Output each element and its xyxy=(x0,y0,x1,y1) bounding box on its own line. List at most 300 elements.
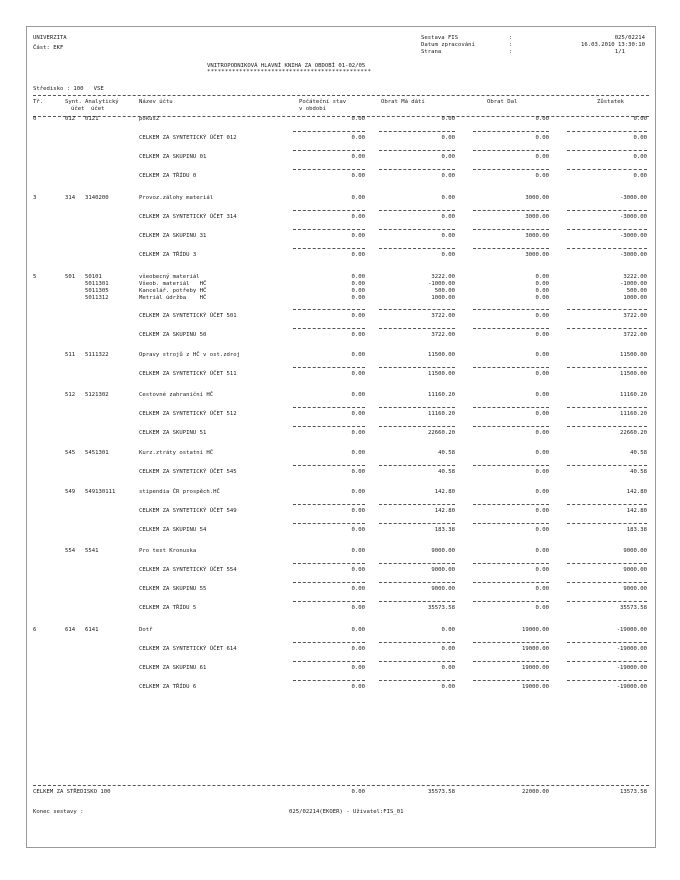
row-credit: 0.00 xyxy=(535,411,549,417)
subtotal-rule xyxy=(379,426,455,427)
row-debit: 3722.00 xyxy=(431,332,455,338)
subtotal-rule xyxy=(567,504,647,505)
row-synthetic: 314 xyxy=(65,195,76,201)
row-class: 3 xyxy=(33,195,37,201)
row-debit: 11500.00 xyxy=(428,352,455,358)
row-opening: 0.00 xyxy=(351,252,365,258)
subtotal-rule xyxy=(567,210,647,211)
subtotal-rule xyxy=(567,601,647,602)
subtotal-rule xyxy=(473,563,549,564)
subtotal-rule xyxy=(293,504,365,505)
subtotal-rule xyxy=(293,131,365,132)
col-debit: Obrat Má dáti xyxy=(381,99,425,105)
row-debit: 183.38 xyxy=(434,527,455,533)
row-debit: 0.00 xyxy=(441,646,455,652)
report-label: Sestava FIS xyxy=(421,35,459,41)
row-opening: 0.00 xyxy=(351,352,365,358)
col-opening: Počáteční stav xyxy=(299,99,347,105)
subtotal-rule xyxy=(379,504,455,505)
row-credit: 0.00 xyxy=(535,295,549,301)
row-credit: 0.00 xyxy=(535,135,549,141)
row-analytic: 5121302 xyxy=(85,392,109,398)
row-debit: 3722.00 xyxy=(431,313,455,319)
row-balance: -3000.00 xyxy=(620,252,647,258)
subtotal-rule xyxy=(473,601,549,602)
row-analytic: 549130111 xyxy=(85,489,116,495)
subtotal-rule xyxy=(293,150,365,151)
row-balance: 9000.00 xyxy=(623,567,647,573)
report-footer-info: 025/02214(EKOER) - Uživatel:FIS_01 xyxy=(289,809,404,815)
subtotal-rule xyxy=(379,367,455,368)
row-debit: 0.00 xyxy=(441,233,455,239)
subtotal-rule xyxy=(567,582,647,583)
row-opening: 0.00 xyxy=(351,274,365,280)
row-analytic: 6141 xyxy=(85,627,99,633)
subtotal-rule xyxy=(473,523,549,524)
row-debit: 40.58 xyxy=(438,450,455,456)
row-opening: 0.00 xyxy=(351,173,365,179)
row-debit: 142.80 xyxy=(434,489,455,495)
row-synthetic: 511 xyxy=(65,352,76,358)
row-credit: 0.00 xyxy=(535,352,549,358)
row-balance: 0.00 xyxy=(633,154,647,160)
row-credit: 0.00 xyxy=(535,281,549,287)
row-credit: 3000.00 xyxy=(525,233,549,239)
subtotal-rule xyxy=(473,680,549,681)
row-credit: 19000.00 xyxy=(522,627,549,633)
row-balance: 11160.20 xyxy=(620,392,647,398)
row-synthetic: 501 xyxy=(65,274,76,280)
row-credit: 0.00 xyxy=(535,116,549,122)
row-account-name: CELKEM ZA SKUPINU 31 xyxy=(139,233,207,239)
subtotal-rule xyxy=(567,465,647,466)
row-opening: 0.00 xyxy=(351,295,365,301)
row-account-name: CELKEM ZA TŘÍDU 0 xyxy=(139,173,197,179)
subtotal-rule xyxy=(379,661,455,662)
row-debit: 0.00 xyxy=(441,252,455,258)
subtotal-rule xyxy=(293,661,365,662)
row-opening: 0.00 xyxy=(351,411,365,417)
row-debit: 0.00 xyxy=(441,173,455,179)
row-credit: 0.00 xyxy=(535,313,549,319)
row-credit: 0.00 xyxy=(535,173,549,179)
row-credit: 0.00 xyxy=(535,430,549,436)
row-credit: 0.00 xyxy=(535,567,549,573)
row-synthetic: 545 xyxy=(65,450,76,456)
subtotal-rule xyxy=(379,150,455,151)
row-opening: 0.00 xyxy=(351,450,365,456)
row-account-name: Pro test Kronuska xyxy=(139,548,197,554)
report-page xyxy=(26,26,656,848)
subtotal-rule xyxy=(379,523,455,524)
row-account-name: Kancelář. potřeby HČ xyxy=(139,288,207,294)
row-analytic: 5541 xyxy=(85,548,99,554)
row-opening: 0.00 xyxy=(351,288,365,294)
row-account-name: CELKEM ZA TŘÍDU 5 xyxy=(139,605,197,611)
subtotal-rule xyxy=(379,210,455,211)
row-opening: 0.00 xyxy=(351,313,365,319)
subtotal-rule xyxy=(567,563,647,564)
subtotal-rule xyxy=(379,328,455,329)
subtotal-rule xyxy=(473,426,549,427)
row-account-name: CELKEM ZA SKUPINU 55 xyxy=(139,586,207,592)
row-credit: 0.00 xyxy=(535,489,549,495)
row-balance: 11500.00 xyxy=(620,352,647,358)
subtotal-rule xyxy=(473,504,549,505)
subtotal-rule xyxy=(293,563,365,564)
subtotal-rule xyxy=(379,582,455,583)
row-credit: 0.00 xyxy=(535,527,549,533)
col-synt-2: účet xyxy=(71,106,85,112)
row-credit: 0.00 xyxy=(535,274,549,280)
row-opening: 0.00 xyxy=(351,586,365,592)
date-label: Datum zpracování xyxy=(421,42,475,48)
grand-total-label: CELKEM ZA STŘEDISKO 100 xyxy=(33,789,111,795)
row-credit: 0.00 xyxy=(535,508,549,514)
row-balance: 22660.20 xyxy=(620,430,647,436)
subtotal-rule xyxy=(293,229,365,230)
row-account-name: Provoz.zálohy materiál xyxy=(139,195,214,201)
row-balance: 40.58 xyxy=(630,469,647,475)
row-balance: 3222.00 xyxy=(623,274,647,280)
row-account-name: CELKEM ZA SYNTETICKÝ ÚČET 545 xyxy=(139,469,237,475)
row-opening: 0.00 xyxy=(351,627,365,633)
row-debit: 0.00 xyxy=(441,135,455,141)
row-opening: 0.00 xyxy=(351,548,365,554)
row-balance: 11160.20 xyxy=(620,411,647,417)
row-opening: 0.00 xyxy=(351,684,365,690)
subtotal-rule xyxy=(567,131,647,132)
row-opening: 0.00 xyxy=(351,332,365,338)
row-account-name: CELKEM ZA SKUPINU 61 xyxy=(139,665,207,671)
row-synthetic: 554 xyxy=(65,548,76,554)
row-credit: 0.00 xyxy=(535,371,549,377)
row-credit: 3000.00 xyxy=(525,195,549,201)
row-balance: 3722.00 xyxy=(623,313,647,319)
row-credit: 19000.00 xyxy=(522,665,549,671)
row-balance: -19000.00 xyxy=(616,684,647,690)
col-anal-2: účet xyxy=(91,106,105,112)
subtotal-rule xyxy=(567,328,647,329)
row-balance: -3000.00 xyxy=(620,195,647,201)
subtotal-rule xyxy=(293,328,365,329)
row-credit: 0.00 xyxy=(535,605,549,611)
row-analytic: 5451301 xyxy=(85,450,109,456)
row-opening: 0.00 xyxy=(351,281,365,287)
row-account-name: CELKEM ZA SYNTETICKÝ ÚČET 614 xyxy=(139,646,237,652)
row-debit: 9000.00 xyxy=(431,586,455,592)
subtotal-rule xyxy=(293,367,365,368)
row-analytic: 0121 xyxy=(85,116,99,122)
subtotal-rule xyxy=(473,248,549,249)
col-balance: Zůstatek xyxy=(597,99,624,105)
row-opening: 0.00 xyxy=(351,371,365,377)
row-credit: 3000.00 xyxy=(525,252,549,258)
row-debit: 1000.00 xyxy=(431,295,455,301)
subtotal-rule xyxy=(293,248,365,249)
row-balance: -19000.00 xyxy=(616,627,647,633)
subtotal-rule xyxy=(379,229,455,230)
row-account-name: Cestovné zahraniční HČ xyxy=(139,392,214,398)
col-name: Název účtu xyxy=(139,99,173,105)
row-opening: 0.00 xyxy=(351,214,365,220)
row-debit: 40.58 xyxy=(438,469,455,475)
row-credit: 0.00 xyxy=(535,288,549,294)
row-credit: 0.00 xyxy=(535,548,549,554)
row-opening: 0.00 xyxy=(351,392,365,398)
row-balance: 35573.58 xyxy=(620,605,647,611)
subtotal-rule xyxy=(567,523,647,524)
row-account-name: CELKEM ZA SYNTETICKÝ ÚČET 314 xyxy=(139,214,237,220)
row-analytic: 5111322 xyxy=(85,352,109,358)
row-account-name: Dotř xyxy=(139,627,153,633)
row-account-name: Kurz.ztráty ostatní HČ xyxy=(139,450,214,456)
report-colon-1: : xyxy=(509,35,513,41)
row-balance: 0.00 xyxy=(633,116,647,122)
row-balance: 142.80 xyxy=(626,508,647,514)
org-part: Část: EKF xyxy=(33,45,64,51)
subtotal-rule xyxy=(567,367,647,368)
row-account-name: CELKEM ZA SYNTETICKÝ ÚČET 511 xyxy=(139,371,237,377)
grand-total-credit: 22000.00 xyxy=(522,789,549,795)
subtotal-rule xyxy=(473,367,549,368)
subtotal-rule xyxy=(473,328,549,329)
row-debit: 0.00 xyxy=(441,154,455,160)
cost-center: Středisko : 100 VSE xyxy=(33,86,104,92)
subtotal-rule xyxy=(293,465,365,466)
row-opening: 0.00 xyxy=(351,233,365,239)
subtotal-rule xyxy=(567,150,647,151)
row-debit: 0.00 xyxy=(441,684,455,690)
subtotal-rule xyxy=(473,465,549,466)
subtotal-rule xyxy=(293,210,365,211)
row-debit: 0.00 xyxy=(441,195,455,201)
subtotal-rule xyxy=(379,680,455,681)
row-debit: 11160.20 xyxy=(428,392,455,398)
row-balance: 142.80 xyxy=(626,489,647,495)
subtotal-rule xyxy=(293,523,365,524)
subtotal-rule xyxy=(293,426,365,427)
row-account-name: CELKEM ZA TŘÍDU 6 xyxy=(139,684,197,690)
org-name: UNIVERZITA xyxy=(33,35,67,41)
row-balance: 0.00 xyxy=(633,173,647,179)
row-debit: 500.00 xyxy=(434,288,455,294)
row-account-name: CELKEM ZA SYNTETICKÝ ÚČET 512 xyxy=(139,411,237,417)
subtotal-rule xyxy=(293,407,365,408)
row-debit: 0.00 xyxy=(441,665,455,671)
subtotal-rule xyxy=(567,642,647,643)
row-account-name: CELKEM ZA SYNTETICKÝ ÚČET 554 xyxy=(139,567,237,573)
subtotal-rule xyxy=(293,601,365,602)
row-synthetic: 512 xyxy=(65,392,76,398)
col-class: Tř. xyxy=(33,99,44,105)
row-debit: 11500.00 xyxy=(428,371,455,377)
subtotal-rule xyxy=(379,309,455,310)
row-account-name: CELKEM ZA SYNTETICKÝ ÚČET 012 xyxy=(139,135,237,141)
row-analytic: 50101 xyxy=(85,274,102,280)
subtotal-rule xyxy=(473,131,549,132)
subtotal-rule xyxy=(379,131,455,132)
subtotal-rule xyxy=(473,407,549,408)
row-debit: -1000.00 xyxy=(428,281,455,287)
col-opening-2: v období xyxy=(299,106,326,112)
row-debit: 35573.58 xyxy=(428,605,455,611)
subtotal-rule xyxy=(567,169,647,170)
subtotal-rule xyxy=(567,426,647,427)
subtotal-rule xyxy=(473,661,549,662)
row-balance: 9000.00 xyxy=(623,586,647,592)
row-credit: 19000.00 xyxy=(522,646,549,652)
row-balance: 9000.00 xyxy=(623,548,647,554)
row-debit: 0.00 xyxy=(441,627,455,633)
subtotal-rule xyxy=(293,642,365,643)
subtotal-rule xyxy=(379,642,455,643)
row-opening: 0.00 xyxy=(351,665,365,671)
subtotal-rule xyxy=(293,309,365,310)
row-debit: 9000.00 xyxy=(431,548,455,554)
subtotal-rule xyxy=(567,680,647,681)
row-balance: 11500.00 xyxy=(620,371,647,377)
row-credit: 0.00 xyxy=(535,469,549,475)
report-colon-2: : xyxy=(509,42,513,48)
row-debit: 9000.00 xyxy=(431,567,455,573)
subtotal-rule xyxy=(567,407,647,408)
row-credit: 0.00 xyxy=(535,586,549,592)
row-account-name: CELKEM ZA SKUPINU 01 xyxy=(139,154,207,160)
page-value: 1/1 xyxy=(614,49,625,55)
subtotal-rule xyxy=(567,248,647,249)
row-account-name: CELKEM ZA SYNTETICKÝ ÚČET 549 xyxy=(139,508,237,514)
subtotal-rule xyxy=(473,169,549,170)
row-credit: 0.00 xyxy=(535,450,549,456)
row-credit: 3000.00 xyxy=(525,214,549,220)
row-account-name: CELKEM ZA TŘÍDU 3 xyxy=(139,252,197,258)
row-opening: 0.00 xyxy=(351,195,365,201)
date-value: 16.03.2010 13:30:10 xyxy=(581,42,645,48)
row-analytic: 5011305 xyxy=(85,288,109,294)
row-debit: 0.00 xyxy=(441,214,455,220)
row-account-name: stipendia ČR prospěch.HČ xyxy=(139,489,220,495)
col-credit: Obrat Dal xyxy=(487,99,518,105)
row-account-name: Metriál údržba HČ xyxy=(139,295,207,301)
row-opening: 0.00 xyxy=(351,489,365,495)
row-debit: 142.80 xyxy=(434,508,455,514)
row-balance: 3722.00 xyxy=(623,332,647,338)
row-class: 5 xyxy=(33,274,37,280)
header-rule-top xyxy=(33,95,649,96)
row-opening: 0.00 xyxy=(351,430,365,436)
row-opening: 0.00 xyxy=(351,527,365,533)
col-synt: Synt. xyxy=(65,99,82,105)
row-opening: 0.00 xyxy=(351,154,365,160)
report-number: 025/02214 xyxy=(614,35,645,41)
row-balance: 0.00 xyxy=(633,135,647,141)
row-opening: 0.00 xyxy=(351,135,365,141)
row-account-name: pokus2 xyxy=(139,116,160,122)
subtotal-rule xyxy=(379,407,455,408)
col-anal: Analytický xyxy=(85,99,119,105)
page-label: Strana xyxy=(421,49,442,55)
subtotal-rule xyxy=(293,582,365,583)
row-credit: 0.00 xyxy=(535,332,549,338)
subtotal-rule xyxy=(379,601,455,602)
subtotal-rule xyxy=(473,229,549,230)
row-balance: -1000.00 xyxy=(620,281,647,287)
row-balance: 1000.00 xyxy=(623,295,647,301)
row-opening: 0.00 xyxy=(351,605,365,611)
row-debit: 22660.20 xyxy=(428,430,455,436)
report-colon-3: : xyxy=(509,49,513,55)
subtotal-rule xyxy=(293,680,365,681)
subtotal-rule xyxy=(473,582,549,583)
row-debit: 0.00 xyxy=(441,116,455,122)
row-balance: 500.00 xyxy=(626,288,647,294)
row-class: 6 xyxy=(33,627,37,633)
row-account-name: Všeob. materiál HČ xyxy=(139,281,207,287)
row-debit: 3222.00 xyxy=(431,274,455,280)
end-of-report: Konec sestavy : xyxy=(33,809,84,815)
row-balance: -19000.00 xyxy=(616,665,647,671)
row-account-name: CELKEM ZA SKUPINU 50 xyxy=(139,332,207,338)
row-synthetic: 614 xyxy=(65,627,76,633)
grand-total-opening: 0.00 xyxy=(351,789,365,795)
row-balance: -19000.00 xyxy=(616,646,647,652)
row-account-name: všeobecný materiál xyxy=(139,274,200,280)
row-opening: 0.00 xyxy=(351,646,365,652)
subtotal-rule xyxy=(473,210,549,211)
row-debit: 11160.20 xyxy=(428,411,455,417)
row-balance: 40.58 xyxy=(630,450,647,456)
subtotal-rule xyxy=(567,229,647,230)
subtotal-rule xyxy=(473,309,549,310)
row-opening: 0.00 xyxy=(351,469,365,475)
row-credit: 0.00 xyxy=(535,154,549,160)
subtotal-rule xyxy=(379,563,455,564)
grand-total-debit: 35573.58 xyxy=(428,789,455,795)
row-opening: 0.00 xyxy=(351,116,365,122)
row-account-name: CELKEM ZA SYNTETICKÝ ÚČET 501 xyxy=(139,313,237,319)
row-synthetic: 012 xyxy=(65,116,76,122)
row-balance: -3000.00 xyxy=(620,214,647,220)
subtotal-rule xyxy=(379,465,455,466)
total-rule xyxy=(33,785,649,786)
subtotal-rule xyxy=(473,642,549,643)
subtotal-rule xyxy=(379,248,455,249)
row-synthetic: 549 xyxy=(65,489,76,495)
subtotal-rule xyxy=(473,150,549,151)
row-credit: 19000.00 xyxy=(522,684,549,690)
row-opening: 0.00 xyxy=(351,508,365,514)
row-analytic: 5011312 xyxy=(85,295,109,301)
row-analytic: 5011301 xyxy=(85,281,109,287)
subtotal-rule xyxy=(379,169,455,170)
row-account-name: CELKEM ZA SKUPINU 51 xyxy=(139,430,207,436)
row-class: 0 xyxy=(33,116,37,122)
row-credit: 0.00 xyxy=(535,392,549,398)
subtotal-rule xyxy=(567,661,647,662)
row-opening: 0.00 xyxy=(351,567,365,573)
grand-total-balance: 13573.58 xyxy=(620,789,647,795)
row-account-name: Opravy strojů z HČ v ost.zdroj xyxy=(139,352,241,358)
row-analytic: 3140200 xyxy=(85,195,109,201)
row-balance: 183.38 xyxy=(626,527,647,533)
subtotal-rule xyxy=(567,309,647,310)
row-account-name: CELKEM ZA SKUPINU 54 xyxy=(139,527,207,533)
report-title: VNITROPODNIKOVÁ HLAVNÍ KNIHA ZA OBDOBÍ 01-02/05 xyxy=(207,63,366,69)
subtotal-rule xyxy=(293,169,365,170)
title-underline: ********************************************** xyxy=(207,69,372,75)
row-balance: -3000.00 xyxy=(620,233,647,239)
